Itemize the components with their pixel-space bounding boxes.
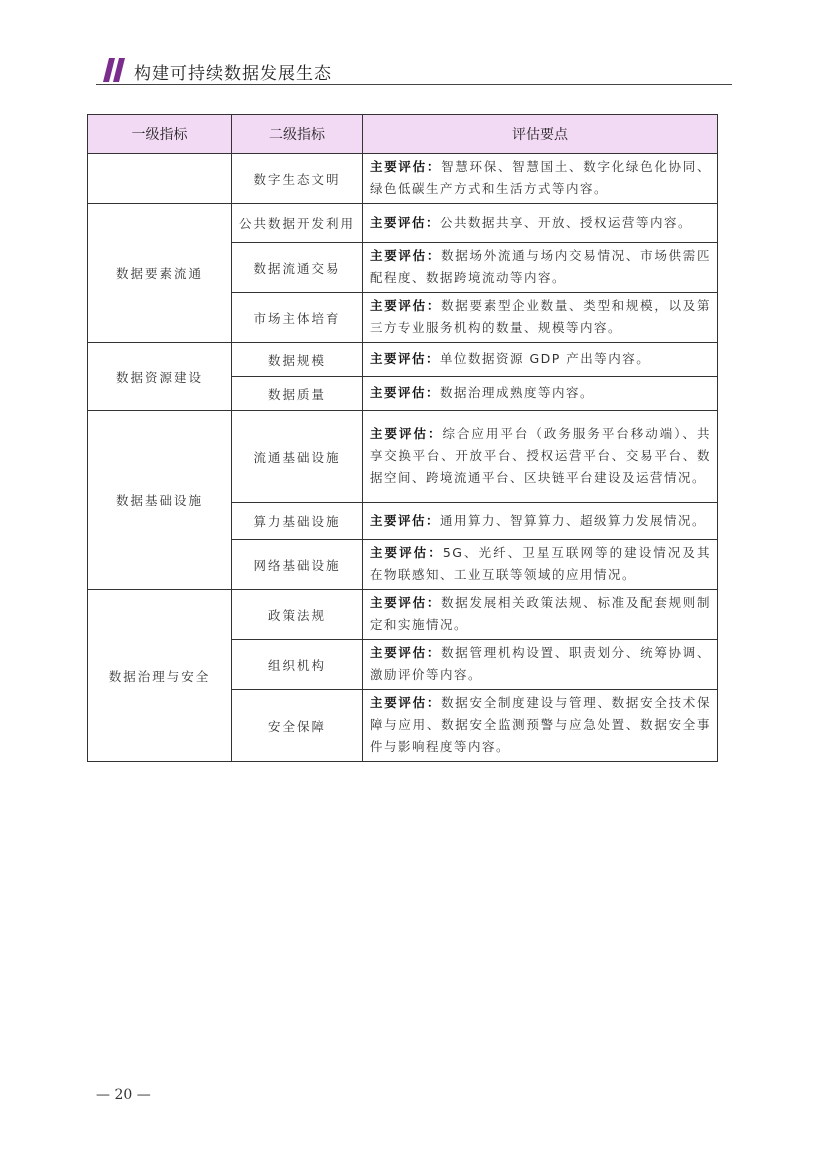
points-text: 5G、光纤、卫星互联网等的建设情况及其在物联感知、工业互联等领域的应用情况。	[370, 545, 711, 582]
points-cell	[363, 154, 718, 204]
points-cell	[363, 690, 718, 762]
points-cell	[363, 540, 718, 590]
label-prefix: 主要评估：	[370, 159, 442, 174]
label-prefix: 主要评估：	[370, 298, 442, 313]
points-text: 综合应用平台（政务服务平台移动端）、共享交换平台、开放平台、授权运营平台、交易平台、数据空间、跨境流通平台、区块链平台建设及运营情况。	[370, 426, 711, 485]
level2-cell: 组织机构	[232, 640, 363, 690]
level2-cell: 政策法规	[232, 590, 363, 640]
table-row	[88, 343, 718, 377]
table-row	[88, 590, 718, 640]
header-title: 构建可持续数据发展生态	[134, 64, 332, 84]
label-prefix: 主要评估：	[370, 695, 442, 710]
label-prefix: 主要评估：	[370, 351, 441, 366]
level2-cell: 公共数据开发利用	[232, 204, 363, 243]
points-text: 公共数据共享、开放、授权运营等内容。	[440, 214, 693, 230]
points-text: 数据场外流通与场内交易情况、市场供需匹配程度、数据跨境流动等内容。	[370, 248, 711, 285]
points-cell	[363, 377, 718, 411]
points-cell	[363, 411, 718, 503]
level2-cell: 网络基础设施	[232, 540, 363, 590]
points-cell	[363, 204, 718, 243]
label-prefix: 主要评估：	[370, 426, 443, 441]
points-text: 数据要素型企业数量、类型和规模，以及第三方专业服务机构的数量、规模等内容。	[370, 298, 711, 335]
points-text: 数据发展相关政策法规、标准及配套规则制定和实施情况。	[370, 595, 711, 632]
level2-cell: 数字生态文明	[232, 154, 363, 204]
label-prefix: 主要评估：	[370, 512, 441, 528]
table-row	[88, 154, 718, 204]
points-cell	[363, 293, 718, 343]
level2-cell: 市场主体培育	[232, 293, 363, 343]
level2-cell: 算力基础设施	[232, 503, 363, 540]
header-level2: 二级指标	[232, 115, 363, 154]
header-rule	[96, 84, 732, 85]
header-points: 评估要点	[363, 115, 718, 154]
level2-cell: 流通基础设施	[232, 411, 363, 503]
points-text: 数据管理机构设置、职责划分、统筹协调、激励评价等内容。	[370, 645, 711, 682]
points-text: 单位数据资源 GDP 产出等内容。	[440, 351, 651, 366]
level1-cell	[88, 154, 232, 204]
label-prefix: 主要评估：	[370, 214, 441, 230]
points-text: 智慧环保、智慧国土、数字化绿色化协同、绿色低碳生产方式和生活方式等内容。	[370, 159, 711, 196]
level2-cell: 数据规模	[232, 343, 363, 377]
points-cell	[363, 590, 718, 640]
label-prefix: 主要评估：	[370, 545, 443, 560]
level2-cell: 安全保障	[232, 690, 363, 762]
points-cell	[363, 243, 718, 293]
points-cell	[363, 343, 718, 377]
level1-cell: 数据资源建设	[88, 343, 232, 411]
points-cell	[363, 503, 718, 540]
level1-cell: 数据治理与安全	[88, 590, 232, 762]
level2-cell: 数据流通交易	[232, 243, 363, 293]
level2-cell: 数据质量	[232, 377, 363, 411]
running-header	[100, 55, 732, 85]
level1-cell: 数据要素流通	[88, 204, 232, 343]
page-number: — 20 —	[96, 1087, 151, 1103]
table-row	[88, 204, 718, 243]
table-header-row	[88, 115, 718, 154]
table-row	[88, 411, 718, 503]
header-level1: 一级指标	[88, 115, 232, 154]
points-text: 数据安全制度建设与管理、数据安全技术保障与应用、数据安全监测预警与应急处置、数据安全事件与影响程度等内容。	[370, 695, 711, 754]
label-prefix: 主要评估：	[370, 595, 442, 610]
indicator-table	[87, 114, 718, 762]
level1-cell: 数据基础设施	[88, 411, 232, 590]
label-prefix: 主要评估：	[370, 645, 442, 660]
label-prefix: 主要评估：	[370, 385, 441, 400]
header-bars-icon	[104, 58, 126, 82]
points-text: 通用算力、智算算力、超级算力发展情况。	[440, 512, 707, 528]
points-cell	[363, 640, 718, 690]
label-prefix: 主要评估：	[370, 248, 442, 263]
points-text: 数据治理成熟度等内容。	[440, 385, 595, 400]
